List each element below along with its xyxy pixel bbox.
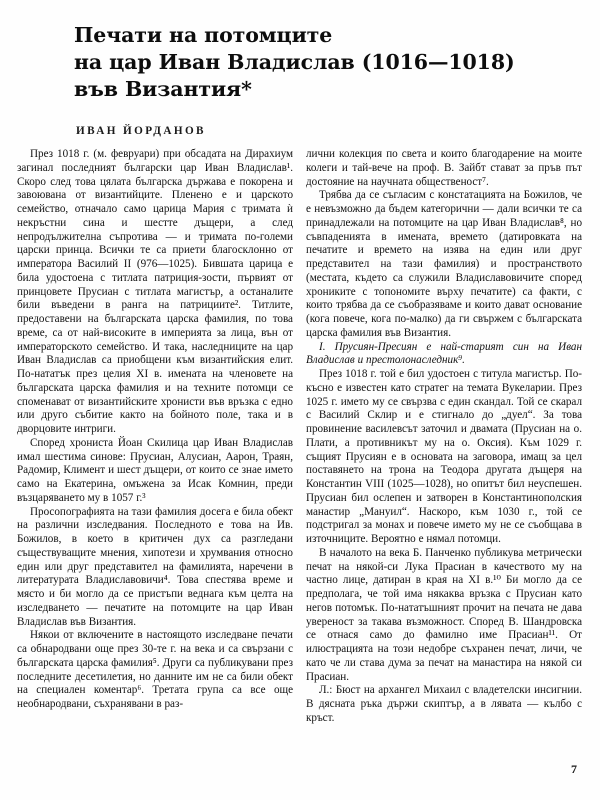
author-byline: ИВАН ЙОРДАНОВ <box>76 124 206 137</box>
left-column <box>17 148 293 726</box>
page-title <box>74 22 580 103</box>
paragraph-5: лични колекция по света и които благодарение на моите колеги и тай-вече на проф. В. Зайбт стават за пръв път достояние на научната общественост⁷. <box>306 148 582 188</box>
section-heading-prusiyan: I. Прусиян-Пресиян е най-старият син на Иван Владислав и престолонаследник⁹. <box>306 340 582 367</box>
title-line-2: на цар Иван Владислав (1016—1018) <box>74 49 515 74</box>
paragraph-3: Просопографията на тази фамилия досега е била обект на различни изследвания. Последното е това на Ив. Божилов, в което в критичен дух са разгледани съществуващите мнения, хипотези и хрумвания относно един или друг представител на фамилията, наречени в литературата Владиславовичи⁴. Това спестява време и място и би могло да се пристъпи веднага към целта на изследването — печатите на потомците на цар Иван Владислав във Византия. <box>17 505 293 628</box>
page-number: 7 <box>571 762 577 776</box>
right-column <box>306 148 582 726</box>
paragraph-9: В началото на века Б. Панченко публикува метрически печат на някой-си Лука Прасиан в качеството му на частно лице, датиран в края на XI в.¹⁰ Би могло да се предполага, че той има някаква връзка с Прусиан като негов потомък. По-нататъшният прочит на печата не дава увереност за такава възможност. Според В. Шандровска се отнася само до фамилно име Прасиан¹¹. От илюстрацията на този недобре съхранен печат, личи, че като че ли става дума за печат на манастира на някой си Прасиан. <box>306 546 582 683</box>
paragraph-8: През 1018 г. той е бил удостоен с титула магистър. По-късно е известен като стратег на темата Вукеларии. През 1025 г. името му се свързва с един скандал. Той се скарал с Василий Склир и е стигнало до „дуел“. За това провинение василевсът заточил и двамата (Прусиан на о. Плати, а противникът му на о. Оксия). Към 1029 г. същият Прусиян е в основата на заговора, имащ за цел поставянето на трона на Теодора другата дъщеря на Константин VIII (1025—1028), но опитът бил неуспешен. Прусиан бил ослепен и затворен в Константинополския манастир „Мануил“. Наскоро, към 1030 г., той се подстригал за монах и повече името му не се съобщава в източниците. Вероятно е нямал потомци. <box>306 368 582 545</box>
title-line-3: във Византия* <box>74 76 252 101</box>
paragraph-1: През 1018 г. (м. февруари) при обсадата на Дирахиум загинал последният български цар Иван Владислав¹. Скоро след това цялата българска държава е покорена и завоювана от византийците. Пленено е и царското семейство, отначало само царица Мария с тримата ѝ некръстни сина и шестте дъщери, а след непродължителна съпротива — и тримата по-големи царски принца. Всички те са приети благосклонно от императора Василий II (976—1025). Бившата царица е била удостоена с титлата патриция-зости, първият от принцовете Прусиан с титлата магистър, а останалите били въведени в ранга на патрициите². Титлите, предоставени на българската царска фамилия, по това време, са от най-високите в империята за лица, вън от императорското семейство. И така, наследниците на цар Иван Владислав са приобщени към византийския елит. По-нататък през целия XI в. имената на членовете на българската царска фамилия и на техните потомци се споменават от византийските хронисти във връзка с едно или друго събитие както на бойното поле, така и в дворцовите интриги. <box>17 148 293 435</box>
title-block <box>0 0 600 137</box>
paragraph-2: Според хрониста Йоан Скилица цар Иван Владислав имал шестима синове: Прусиан, Алусиан, Аарон, Траян, Радомир, Климент и шест дъщери, от които се знае името само на Екатерина, омъжена за Исак Комнин, преди възцаряването му в 1057 г.³ <box>17 436 293 504</box>
paragraph-10: Л.: Бюст на архангел Михаил с владетелски инсигнии. В дясната ръка държи скиптър, а в лявата — кълбо с кръст. <box>306 684 582 724</box>
paragraph-4: Някои от включените в настоящото изследване печати са обнародвани още през 30-те г. на века и са свързани с българската царска фамилия⁵. Други са публикувани през последните десетилетия, но данните им не са били обект на специален коментар⁶. Третата група са все още необнародвани, съхранявани в раз- <box>17 629 293 710</box>
body-columns <box>17 148 583 726</box>
title-line-1: Печати на потомците <box>74 23 333 47</box>
paragraph-6: Трябва да се съгласим с констатацията на Божилов, че е невъзможно да бъдем категорични — дали всички те са принадлежали на потомците на цар Иван Владислав⁸, но съвпаденията в имената, времето (датировката на печатите и времето на изява на един или друг представител на тази фамилия) и пространството (местата, където са служили Владиславовичите според хрониките с топономите върху печатите) са факти, с които трябва да се съобразяваме и които дават основание (кога повече, кога по-малко) да ги свържем с българската царска фамилия във Византия. <box>306 189 582 339</box>
